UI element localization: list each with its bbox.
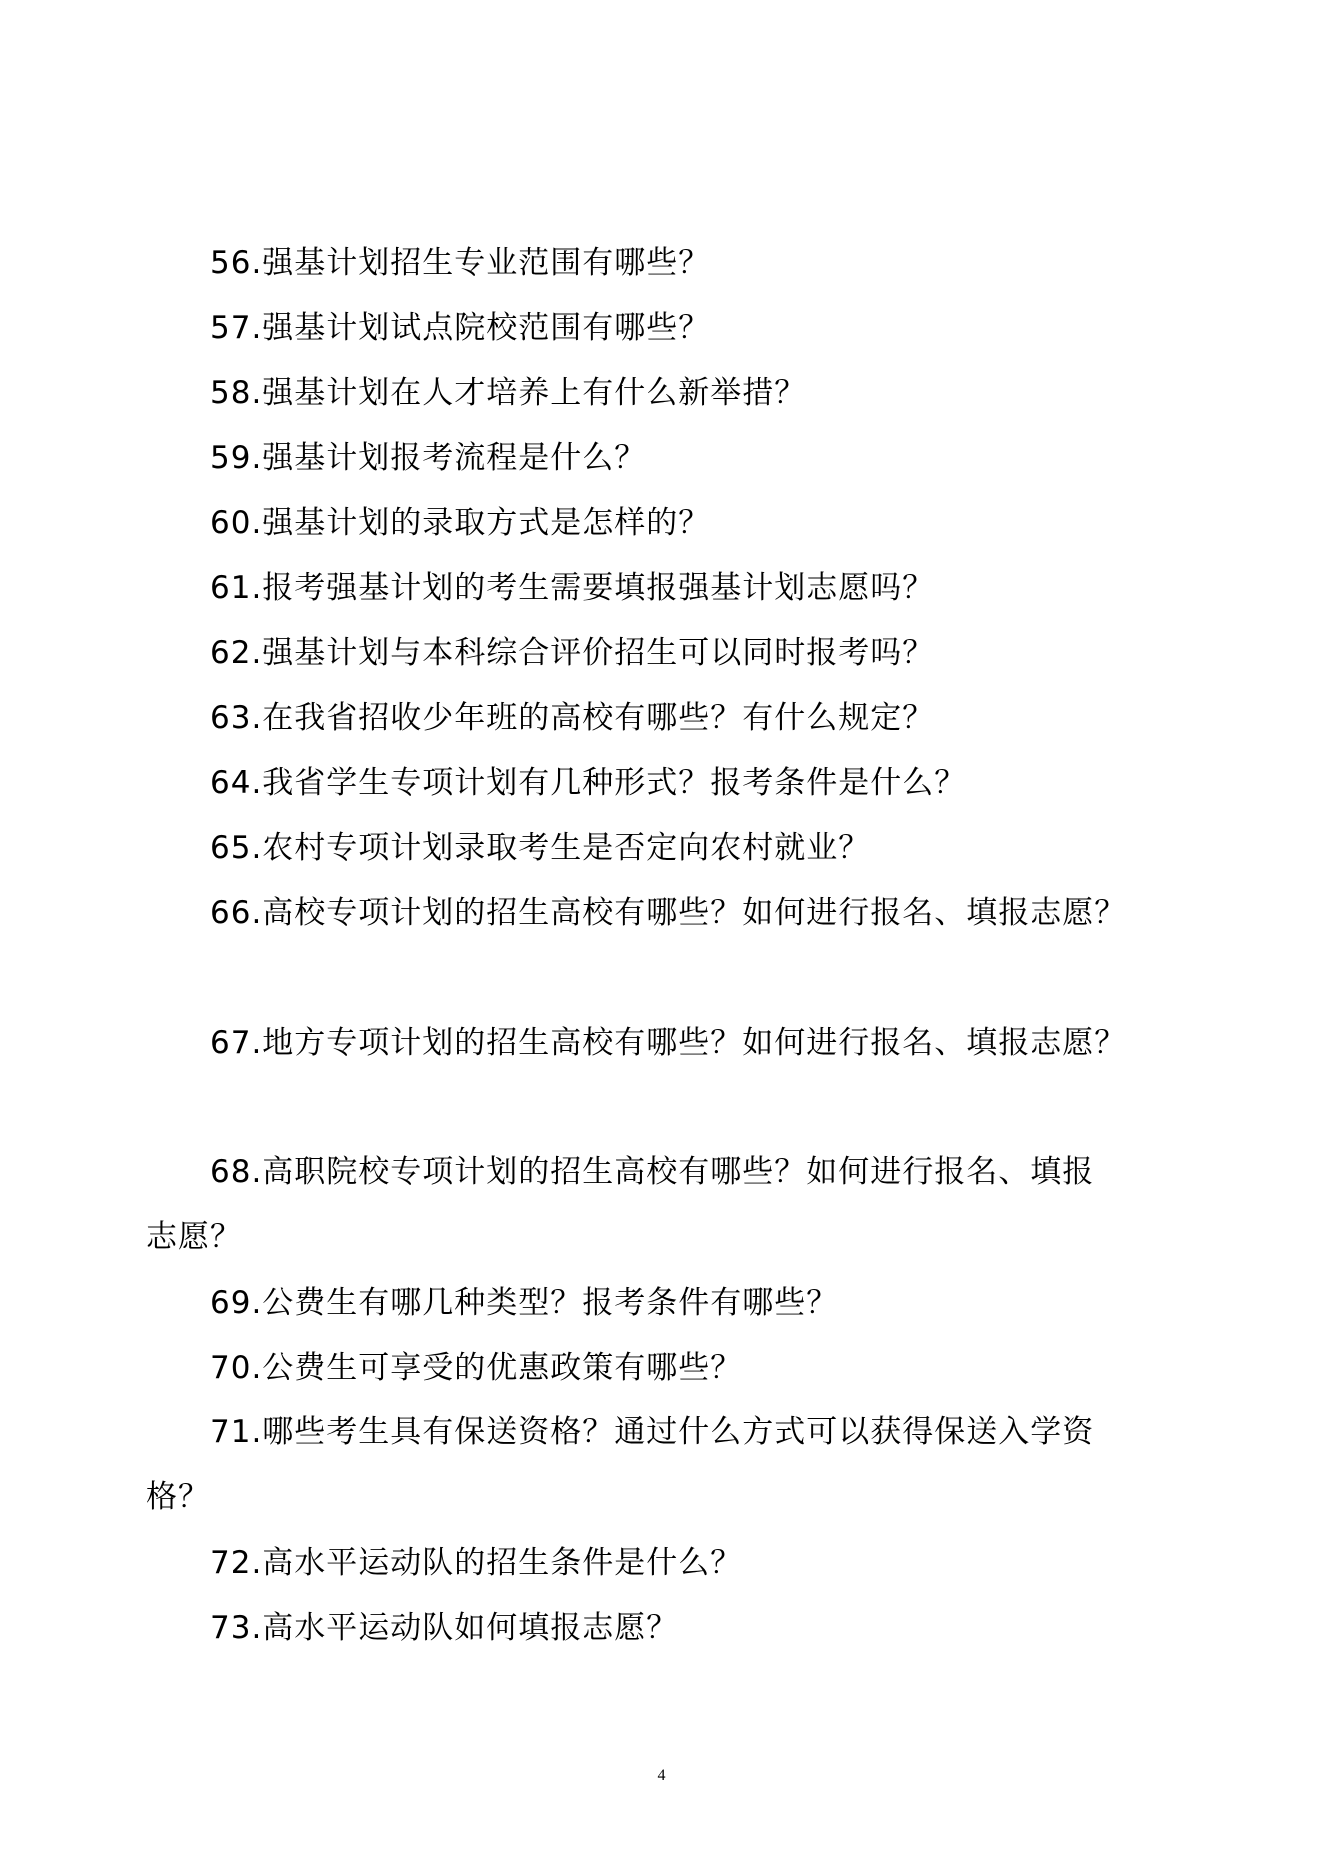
question-59: 59.强基计划报考流程是什么？ xyxy=(210,440,647,476)
question-57: 57.强基计划试点院校范围有哪些？ xyxy=(210,310,711,346)
question-66: 66.高校专项计划的招生高校有哪些？如何进行报名、填报志愿？ xyxy=(210,895,1127,931)
question-71: 71.哪些考生具有保送资格？通过什么方式可以获得保送入学资格？ xyxy=(146,1414,1095,1515)
question-70: 70.公费生可享受的优惠政策有哪些？ xyxy=(210,1350,743,1386)
question-58: 58.强基计划在人才培养上有什么新举措？ xyxy=(210,375,807,411)
question-61: 61.报考强基计划的考生需要填报强基计划志愿吗？ xyxy=(210,570,935,606)
question-73: 73.高水平运动队如何填报志愿？ xyxy=(210,1610,679,1646)
question-67: 67.地方专项计划的招生高校有哪些？如何进行报名、填报志愿？ xyxy=(210,1025,1127,1061)
question-63: 63.在我省招收少年班的高校有哪些？有什么规定？ xyxy=(210,700,935,736)
question-64: 64.我省学生专项计划有几种形式？报考条件是什么？ xyxy=(210,765,967,801)
question-60: 60.强基计划的录取方式是怎样的？ xyxy=(210,505,711,541)
question-72: 72.高水平运动队的招生条件是什么？ xyxy=(210,1545,743,1581)
question-65: 65.农村专项计划录取考生是否定向农村就业？ xyxy=(210,830,871,866)
question-68: 68.高职院校专项计划的招生高校有哪些？如何进行报名、填报志愿？ xyxy=(146,1154,1095,1255)
question-56: 56.强基计划招生专业范围有哪些？ xyxy=(210,245,711,281)
question-62: 62.强基计划与本科综合评价招生可以同时报考吗？ xyxy=(210,635,935,671)
page-number: 4 xyxy=(657,1767,666,1784)
question-69: 69.公费生有哪几种类型？报考条件有哪些？ xyxy=(210,1285,839,1321)
